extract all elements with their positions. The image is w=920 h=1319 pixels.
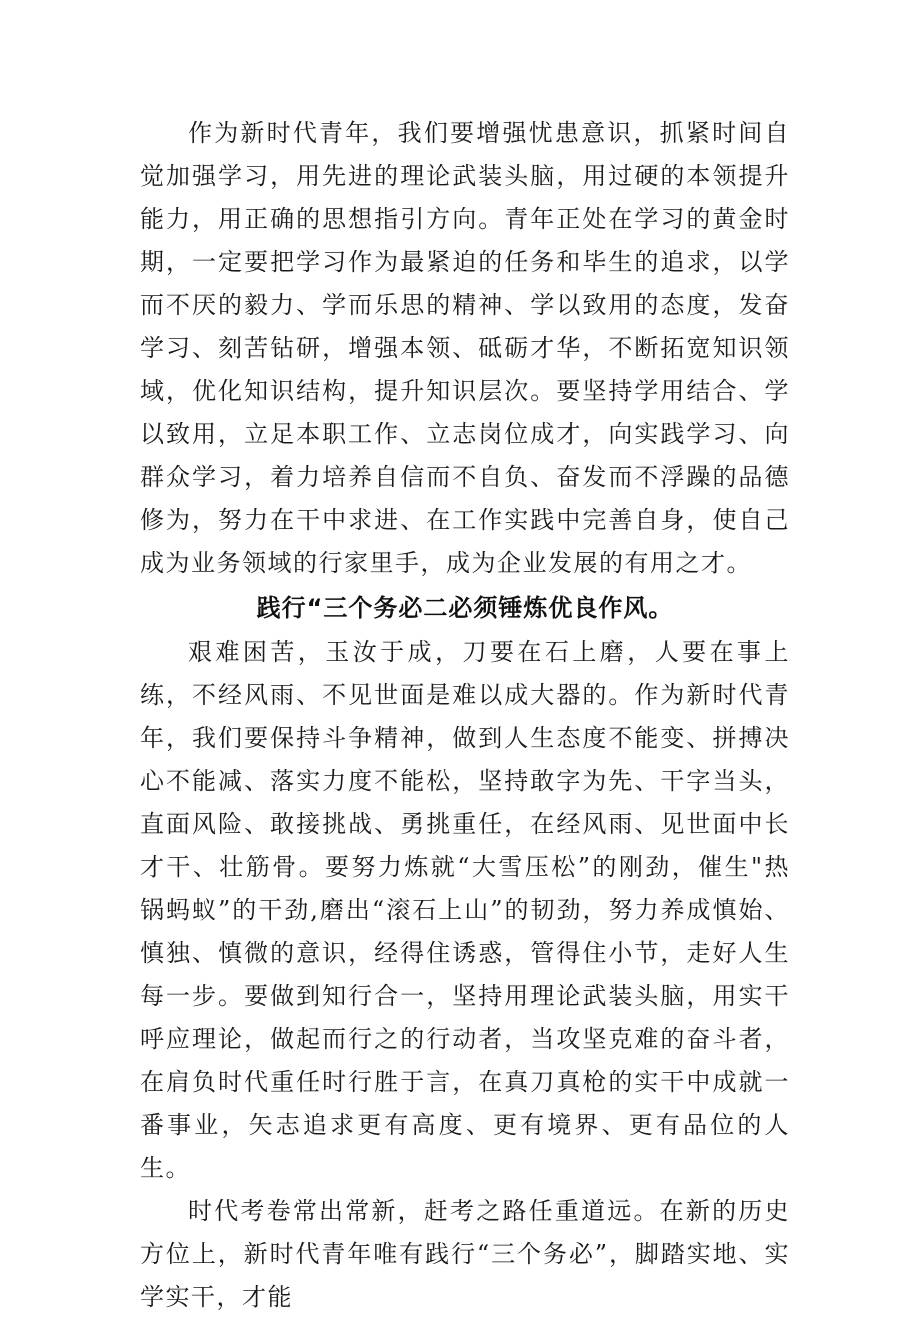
paragraph-style: 艰难困苦，玉汝于成，刀要在石上磨，人要在事上练，不经风雨、不见世面是难以成大器的。作为新时代青年，我们要保持斗争精神，做到人生态度不能变、拼搏决心不能减、落实力度不能松，坚持敢字为先、干字当头，直面风险、敢接挑战、勇挑重任，在经风雨、见世面中长才干、壮筋骨。要努力炼就“大雪压松”的刚劲，催生"热锅蚂蚁”的干劲,磨出“滚石上山”的韧劲，努力养成慎始、慎独、慎微的意识，经得住诱惑，管得住小节，走好人生每一步。要做到知行合一，坚持用理论武装头脑，用实干呼应理论，做起而行之的行动者，当攻坚克难的奋斗者，在肩负时代重任时行胜于言，在真刀真枪的实干中成就一番事业，矢志追求更有高度、更有境界、更有品位的人生。 [140, 638, 790, 1182]
paragraph-study: 作为新时代青年，我们要增强忧患意识，抓紧时间自觉加强学习，用先进的理论武装头脑，用过硬的本领提升能力，用正确的思想指引方向。青年正处在学习的黄金时期，一定要把学习作为最紧迫的任务和毕生的追求，以学而不厌的毅力、学而乐思的精神、学以致用的态度，发奋学习、刻苦钻研，增强本领、砥砺才华，不断拓宽知识领域，优化知识结构，提升知识层次。要坚持学用结合、学以致用，立足本职工作、立志岗位成才，向实践学习、向群众学习，着力培养自信而不自负、奋发而不浮躁的品德修为，努力在干中求进、在工作实践中完善自身，使自己成为业务领域的行家里手，成为企业发展的有用之才。 [140, 119, 790, 577]
paragraph-conclusion: 时代考卷常出常新，赶考之路任重道远。在新的历史方位上，新时代青年唯有践行“三个务必”，脚踏实地、实学实干，才能 [140, 1197, 790, 1311]
section-heading: 践行“三个务必二必须锤炼优良作风。 [256, 594, 674, 622]
document-body [140, 112, 790, 1319]
